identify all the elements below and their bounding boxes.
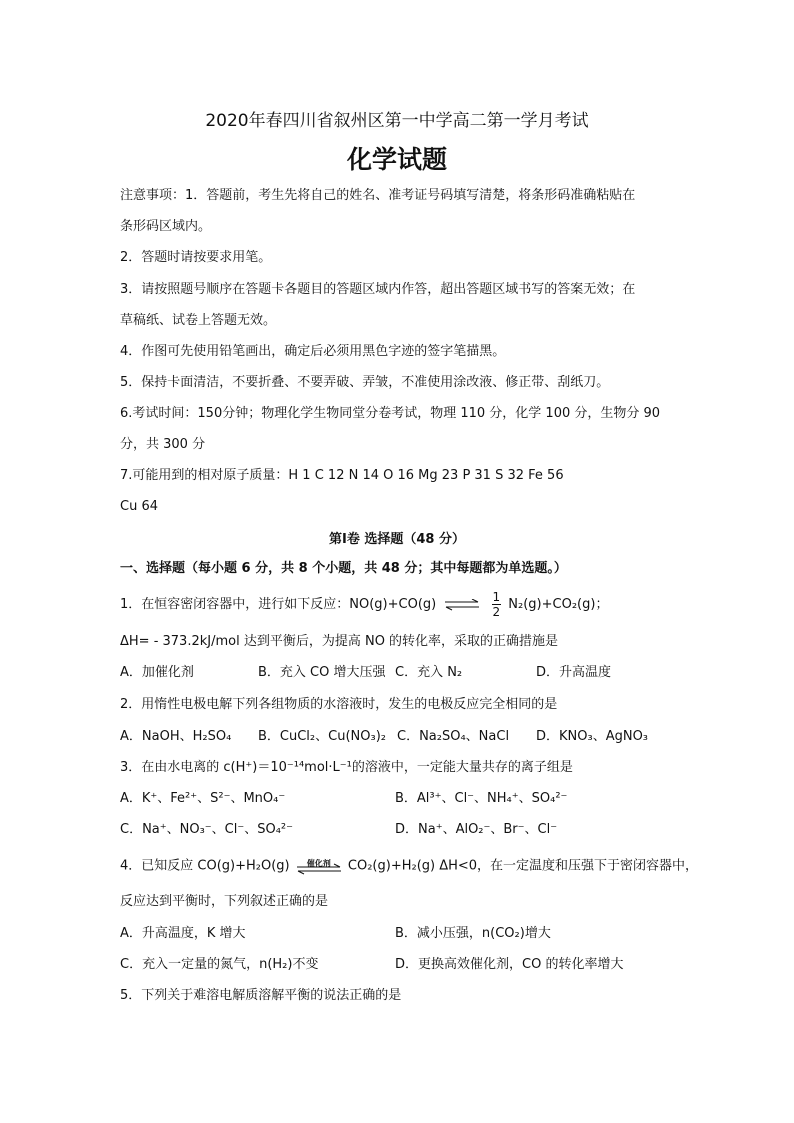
catalyst-label: 催化剂 (306, 859, 331, 868)
q3-option-c[interactable]: C．Na⁺、NO₃⁻、Cl⁻、SO₄²⁻ (120, 822, 293, 837)
note-7b: Cu 64 (120, 499, 158, 514)
note-1b: 条形码区域内。 (120, 219, 212, 234)
q4-stem (120, 857, 698, 876)
q1-option-b[interactable]: B．充入 CO 增大压强 (258, 665, 386, 680)
part-1-heading: 一、选择题（每小题 6 分，共 8 个小题，共 48 分；其中每题都为单选题。） (120, 561, 567, 576)
note-7a: 7.可能用到的相对原子质量：H 1 C 12 N 14 O 16 Mg 23 P 31 S 32 Fe 56 (120, 468, 564, 483)
q1-frac-den: 2 (492, 605, 501, 619)
note-1a: 注意事项：1．答题前，考生先将自己的姓名、准考证号码填写清楚，将条形码准确粘贴在 (120, 188, 636, 203)
q2-stem: 2．用惰性电极电解下列各组物质的水溶液时，发生的电极反应完全相同的是 (120, 697, 558, 712)
q3-option-b[interactable]: B．Al³⁺、Cl⁻、NH₄⁺、SO₄²⁻ (395, 791, 568, 806)
q4-option-b[interactable]: B．减小压强，n(CO₂)增大 (395, 926, 551, 941)
q1-stem-b: N₂(g)+CO₂(g)； (508, 597, 609, 612)
q4-option-d[interactable]: D．更换高效催化剂，CO 的转化率增大 (395, 957, 624, 972)
subject-title: 化学试题 (346, 145, 447, 174)
q1-fraction (492, 590, 502, 619)
q1-stem-c: ΔH= - 373.2kJ/mol 达到平衡后，为提高 NO 的转化率，采取的正确措施是 (120, 634, 559, 649)
q4-stem-c: 反应达到平衡时，下列叙述正确的是 (120, 894, 329, 909)
q1-option-d[interactable]: D．升高温度 (536, 665, 612, 680)
equilibrium-arrow-icon (296, 857, 342, 875)
q3-option-d[interactable]: D．Na⁺、AlO₂⁻、Br⁻、Cl⁻ (395, 822, 558, 837)
q2-option-d[interactable]: D．KNO₃、AgNO₃ (536, 729, 649, 744)
note-6a: 6.考试时间：150分钟；物理化学生物同堂分卷考试，物理 110 分，化学 100 分，生物分 90 (120, 406, 661, 421)
catalyst-arrow (296, 857, 342, 875)
q1-stem (120, 590, 608, 619)
q4-stem-b: CO₂(g)+H₂(g) ΔH<0，在一定温度和压强下于密闭容器中， (347, 858, 699, 874)
q2-option-b[interactable]: B．CuCl₂、Cu(NO₃)₂ (258, 729, 386, 744)
note-4: 4．作图可先使用铅笔画出，确定后必须用黑色字迹的签字笔描黑。 (120, 344, 506, 359)
q4-stem-a: 4．已知反应 CO(g)+H₂O(g) (120, 858, 290, 874)
note-5: 5．保持卡面清洁，不要折叠、不要弄破、弄皱，不准使用涂改液、修正带、刮纸刀。 (120, 375, 610, 390)
section-title: 第Ⅰ卷 选择题（48 分） (329, 532, 465, 547)
q2-option-a[interactable]: A．NaOH、H₂SO₄ (120, 729, 232, 744)
q1-option-a[interactable]: A．加催化剂 (120, 665, 194, 680)
q1-option-c[interactable]: C．充入 N₂ (395, 665, 463, 680)
q1-frac-num: 1 (492, 590, 501, 604)
q1-stem-a: 1．在恒容密闭容器中，进行如下反应：NO(g)+CO(g) (120, 597, 437, 612)
note-6b: 分，共 300 分 (120, 437, 206, 452)
q4-option-a[interactable]: A．升高温度，K 增大 (120, 926, 246, 941)
exam-title: 2020年春四川省叙州区第一中学高二第一学月考试 (205, 111, 589, 131)
q2-option-c[interactable]: C．Na₂SO₄、NaCl (397, 729, 510, 744)
note-3a: 3．请按照题号顺序在答题卡各题目的答题区域内作答，超出答题区域书写的答案无效；在 (120, 282, 636, 297)
q3-option-a[interactable]: A．K⁺、Fe²⁺、S²⁻、MnO₄⁻ (120, 791, 286, 806)
q4-option-c[interactable]: C．充入一定量的氮气，n(H₂)不变 (120, 957, 319, 972)
note-2: 2．答题时请按要求用笔。 (120, 250, 272, 265)
equilibrium-arrow-icon (444, 599, 480, 611)
q5-stem: 5．下列关于难溶电解质溶解平衡的说法正确的是 (120, 988, 402, 1003)
q3-stem: 3．在由水电离的 c(H⁺)＝10⁻¹⁴mol·L⁻¹的溶液中，一定能大量共存的离子组是 (120, 760, 573, 775)
note-3b: 草稿纸、试卷上答题无效。 (120, 313, 277, 328)
